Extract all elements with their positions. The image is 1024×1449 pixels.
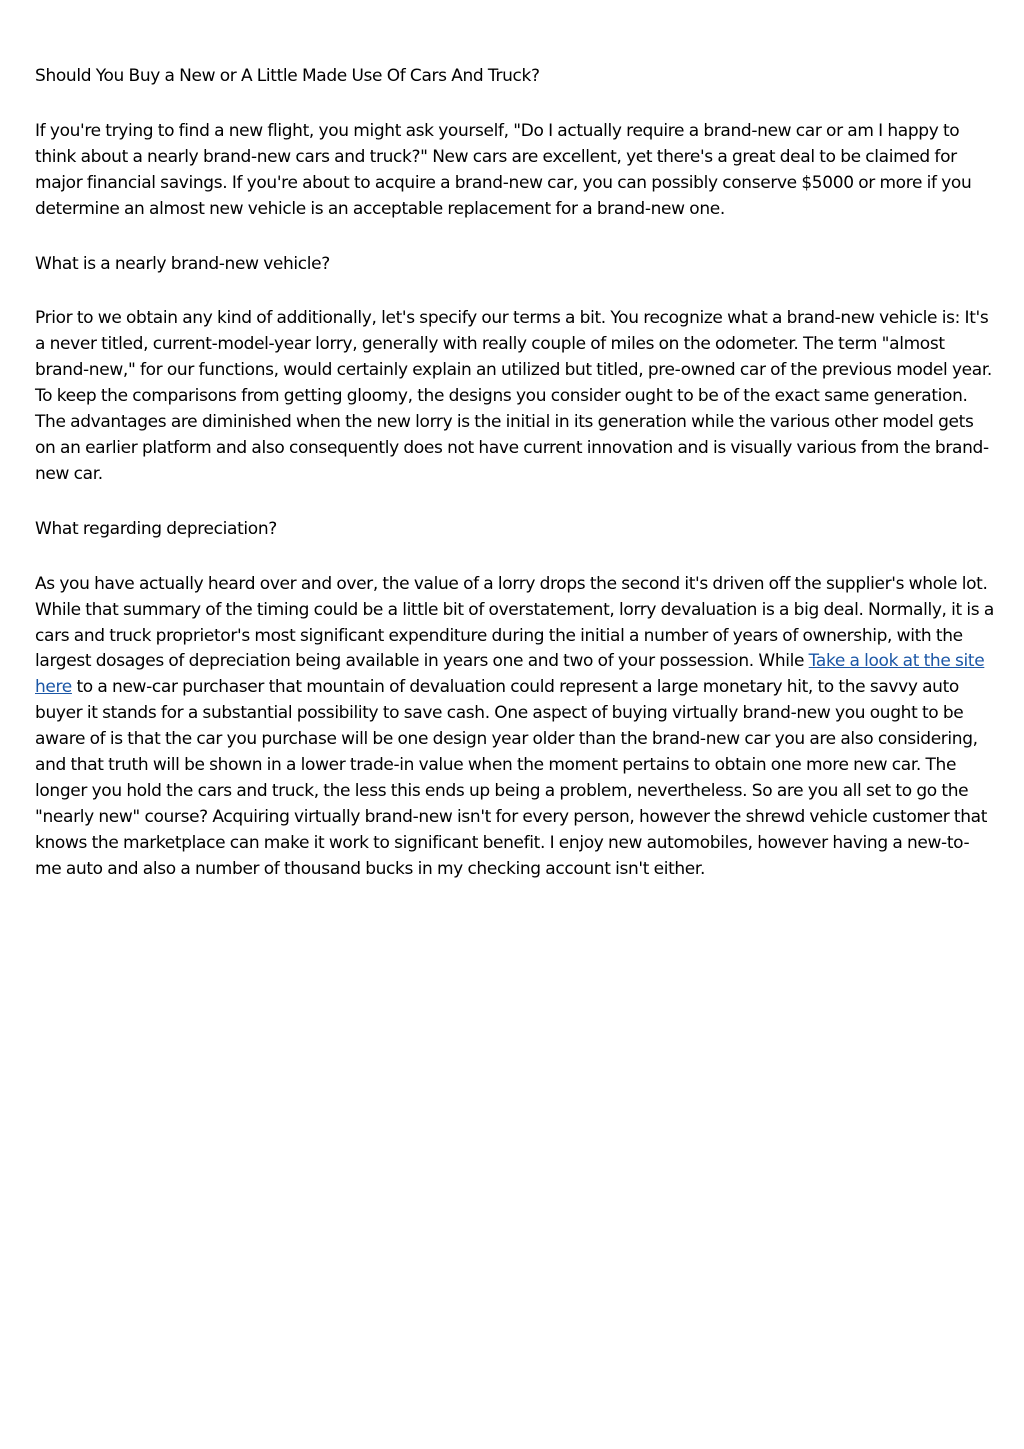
- article-title: Should You Buy a New or A Little Made Use Of Cars And Truck?: [35, 66, 540, 86]
- nearly-new-paragraph: Prior to we obtain any kind of additionally, let's specify our terms a bit. You recognize what a brand-new vehicle is: It's a never titled, current-model-year lorry, generally with really couple of miles on the odometer. The term "almost brand-new," for our functions, would certainly explain an utilized but titled, pre-owned car of the previous model year. To keep the comparisons from getting gloomy, the designs you consider ought to be of the exact same generation. The advantages are diminished when the new lorry is the initial in its generation while the various other model gets on an earlier platform and also consequently does not have current innovation and is visually various from the brand-new car.: [35, 308, 992, 484]
- depreciation-text-before-link: As you have actually heard over and over, the value of a lorry drops the second it's driven off the supplier's whole lot. While that summary of the timing could be a little bit of overstatement, lorry devaluation is a big deal. Normally, it is a cars and truck proprietor's most significant expenditure during the initial a number of years of ownership, with the largest dosages of depreciation being available in years one and two of your possession. While: [35, 573, 994, 672]
- site-link[interactable]: Take a look at the site here: [35, 651, 985, 698]
- depreciation-paragraph: [35, 572, 995, 883]
- section-heading-nearly-new: What is a nearly brand-new vehicle?: [35, 253, 330, 274]
- section-heading-depreciation: What regarding depreciation?: [35, 518, 277, 539]
- document-page: [35, 64, 995, 883]
- depreciation-text-after-link: to a new-car purchaser that mountain of devaluation could represent a large monetary hit, to the savvy auto buyer it stands for a substantial possibility to save cash. One aspect of buying virtually brand-new you ought to be aware of is that the car you purchase will be one design year older than the brand-new car you are also considering, and that truth will be shown in a lower trade-in value when the moment pertains to obtain one more new car. The longer you hold the cars and truck, the less this ends up being a problem, nevertheless. So are you all set to go the "nearly new" course? Acquiring virtually brand-new isn't for every person, however the shrewd vehicle customer that knows the marketplace can make it work to significant benefit. I enjoy new automobiles, however having a new-to-me auto and also a number of thousand bucks in my checking account isn't either.: [35, 677, 988, 879]
- intro-paragraph: If you're trying to find a new flight, you might ask yourself, "Do I actually require a brand-new car or am I happy to think about a nearly brand-new cars and truck?" New cars are excellent, yet there's a great deal to be claimed for major financial savings. If you're about to acquire a brand-new car, you can possibly conserve $5000 or more if you determine an almost new vehicle is an acceptable replacement for a brand-new one.: [35, 120, 972, 219]
